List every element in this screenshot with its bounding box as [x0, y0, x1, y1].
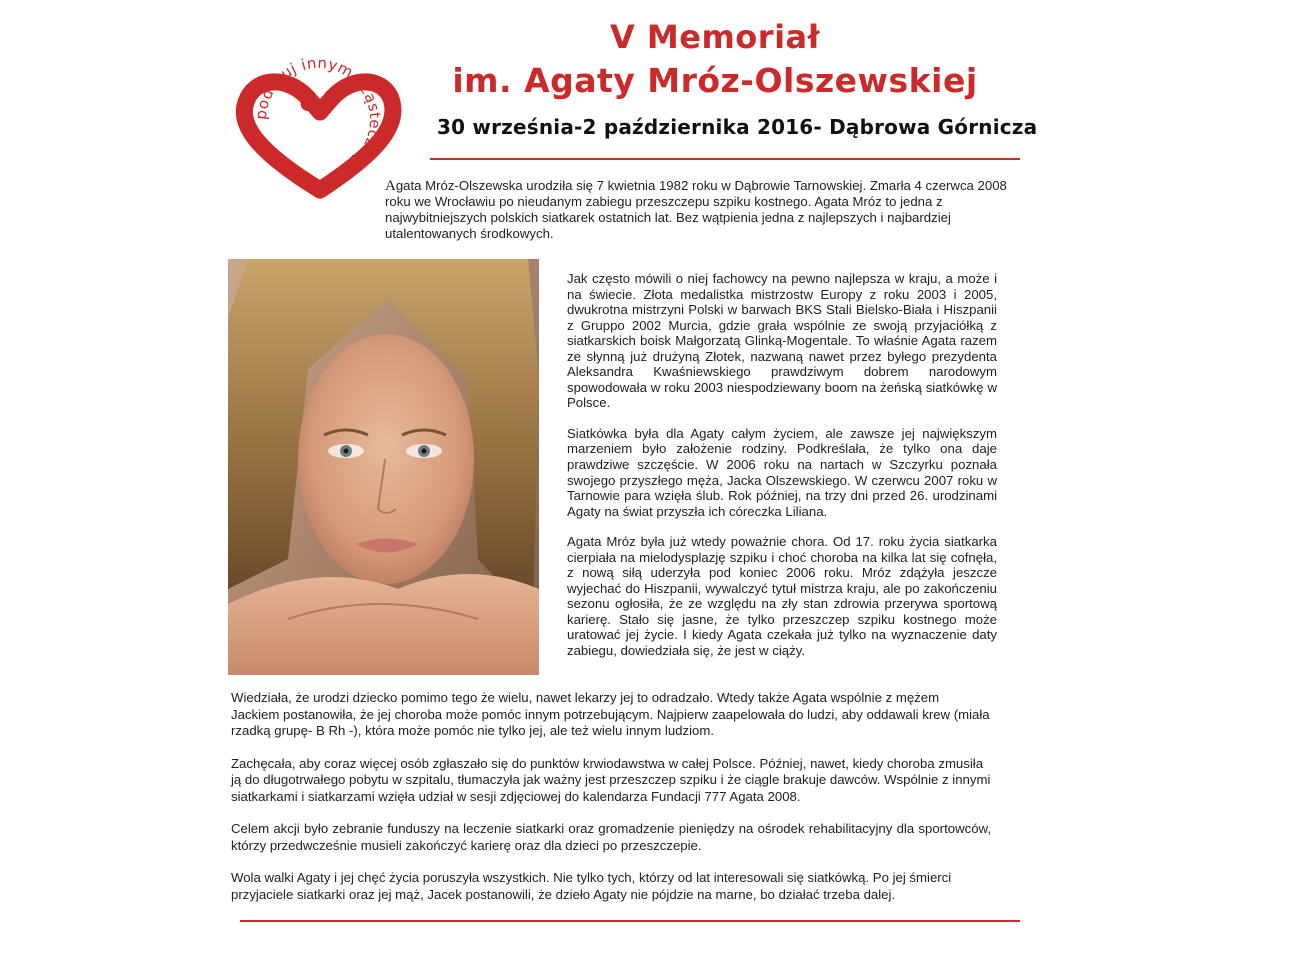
- full-width-text: [231, 690, 991, 919]
- intro-dropcap: A: [385, 178, 396, 194]
- title-line-2: im. Agaty Mróz-Olszewskiej: [452, 61, 978, 100]
- event-subtitle: 30 września-2 października 2016- Dąbrowa Górnicza: [437, 115, 1038, 139]
- portrait-photo: [228, 259, 539, 675]
- full-paragraph-3: Celem akcji było zebranie funduszy na leczenie siatkarki oraz gromadzenie pieniędzy na ośrodek rehabilitacyjny dla sportowców, którzy przedwcześnie musieli zakończyć karierę oraz dla dzieci po przeszczepie.: [231, 821, 991, 853]
- full-paragraph-1: Wiedziała, że urodzi dziecko pomimo tego że wielu, nawet lekarzy jej to odradzało. Wtedy także Agata wspólnie z mężem Jackiem postanowiła, że jej choroba może pomóc innym potrzebującym. Najpierw zaapelowała do ludzi, aby oddawali krew (miała rzadką grupę- B Rh -), która może pomóc nie tylko jej, ale też wielu innym ludziom.: [231, 690, 990, 738]
- right-column: [567, 271, 997, 674]
- column-paragraph-1: Jak często mówili o niej fachowcy na pewno najlepsza w kraju, a może i na świecie. Złota medalistka mistrzostw Europy z roku 2003 i 2005, dwukrotna mistrzyni Polski w barwach BKS Stali Bielsko-Biała i Hiszpanii z Gruppo 2002 Murcia, gdzie grała wspólnie ze swoją przyjaciółką z siatkarskich boisk Małgorzatą Glinką-Mogentale. To właśnie Agata razem ze słynną już drużyną Złotek, nazwaną nawet przez byłego prezydenta Aleksandra Kwaśniewskiego prawdziwym dobrem narodowym spowodowała w roku 2003 niespodziewany boom na żeńską siatkówkę w Polsce.: [567, 271, 997, 411]
- full-paragraph-4: Wola walki Agaty i jej chęć życia poruszyła wszystkich. Nie tylko tych, którzy od lat interesowali się siatkówką. Po jej śmierci przyjaciele siatkarki oraz jej mąż, Jacek postanowili, że dzieło Agaty nie pójdzie na marne, bo działać trzeba dalej.: [231, 870, 952, 902]
- bottom-divider: [240, 920, 1020, 922]
- top-divider: [430, 158, 1020, 160]
- column-paragraph-2: Siatkówka była dla Agaty całym życiem, ale zawsze jej największym marzeniem było założenie rodziny. Podkreślała, że tylko ona daje prawdziwe szczęście. W 2006 roku na nartach w Szczyrku poznała swojego przyszłego męża, Jacka Olszewskiego. W czerwcu 2007 roku w Tarnowie para wzięła ślub. Rok później, na trzy dni przed 26. urodzinami Agaty na świat przyszła ich córeczka Liliana.: [567, 425, 997, 519]
- logo-text: podaruj innym cząsteczkę si: [251, 53, 385, 182]
- intro-text: gata Mróz-Olszewska urodziła się 7 kwietnia 1982 roku w Dąbrowie Tarnowskiej. Zmarła 4 czerwca 2008 roku we Wrocławiu po nieudanym zabiegu przeszczepu szpiku kostnego. Agata Mróz to jedna z najwybitniejszych polskich siatkarek ostatnich lat. Bez wątpienia jedna z najlepszych i najbardziej utalentowanych środkowych.: [385, 178, 1007, 241]
- column-paragraph-3: Agata Mróz była już wtedy poważnie chora. Od 17. roku życia siatkarka cierpiała na mielodysplazję szpiku i choć choroba na kilka lat się cofnęła, z nową siłą uderzyła pod koniec 2006 roku. Mróz zdążyła jeszcze wyjechać do Hiszpanii, wywalczyć tytuł mistrza kraju, ale po zakończeniu sezonu ogłosiła, że ze względu na zły stan zdrowia przerywa sportową karierę. Stało się jasne, że tylko przeszczep szpiku kostnego może uratować jej życie. I kiedy Agata czekała już tylko na wyznaczenie daty zabiegu, dowiedziała się, że jest w ciąży.: [567, 534, 997, 659]
- title-line-1: V Memoriał: [610, 18, 820, 56]
- full-paragraph-2: Zachęcała, aby coraz więcej osób zgłaszało się do punktów krwiodawstwa w całej Polsce. Później, nawet, kiedy choroba zmusiła ją do długotrwałego pobytu w szpitalu, tłumaczyła jak ważny jest przeszczep szpiku i że ciągle brakuje dawców. Wspólnie z innymi siatkarkami i siatkarzami wzięła udział w sesji zdjęciowej do kalendarza Fundacji 777 Agata 2008.: [231, 755, 991, 804]
- intro-paragraph: [385, 178, 1010, 242]
